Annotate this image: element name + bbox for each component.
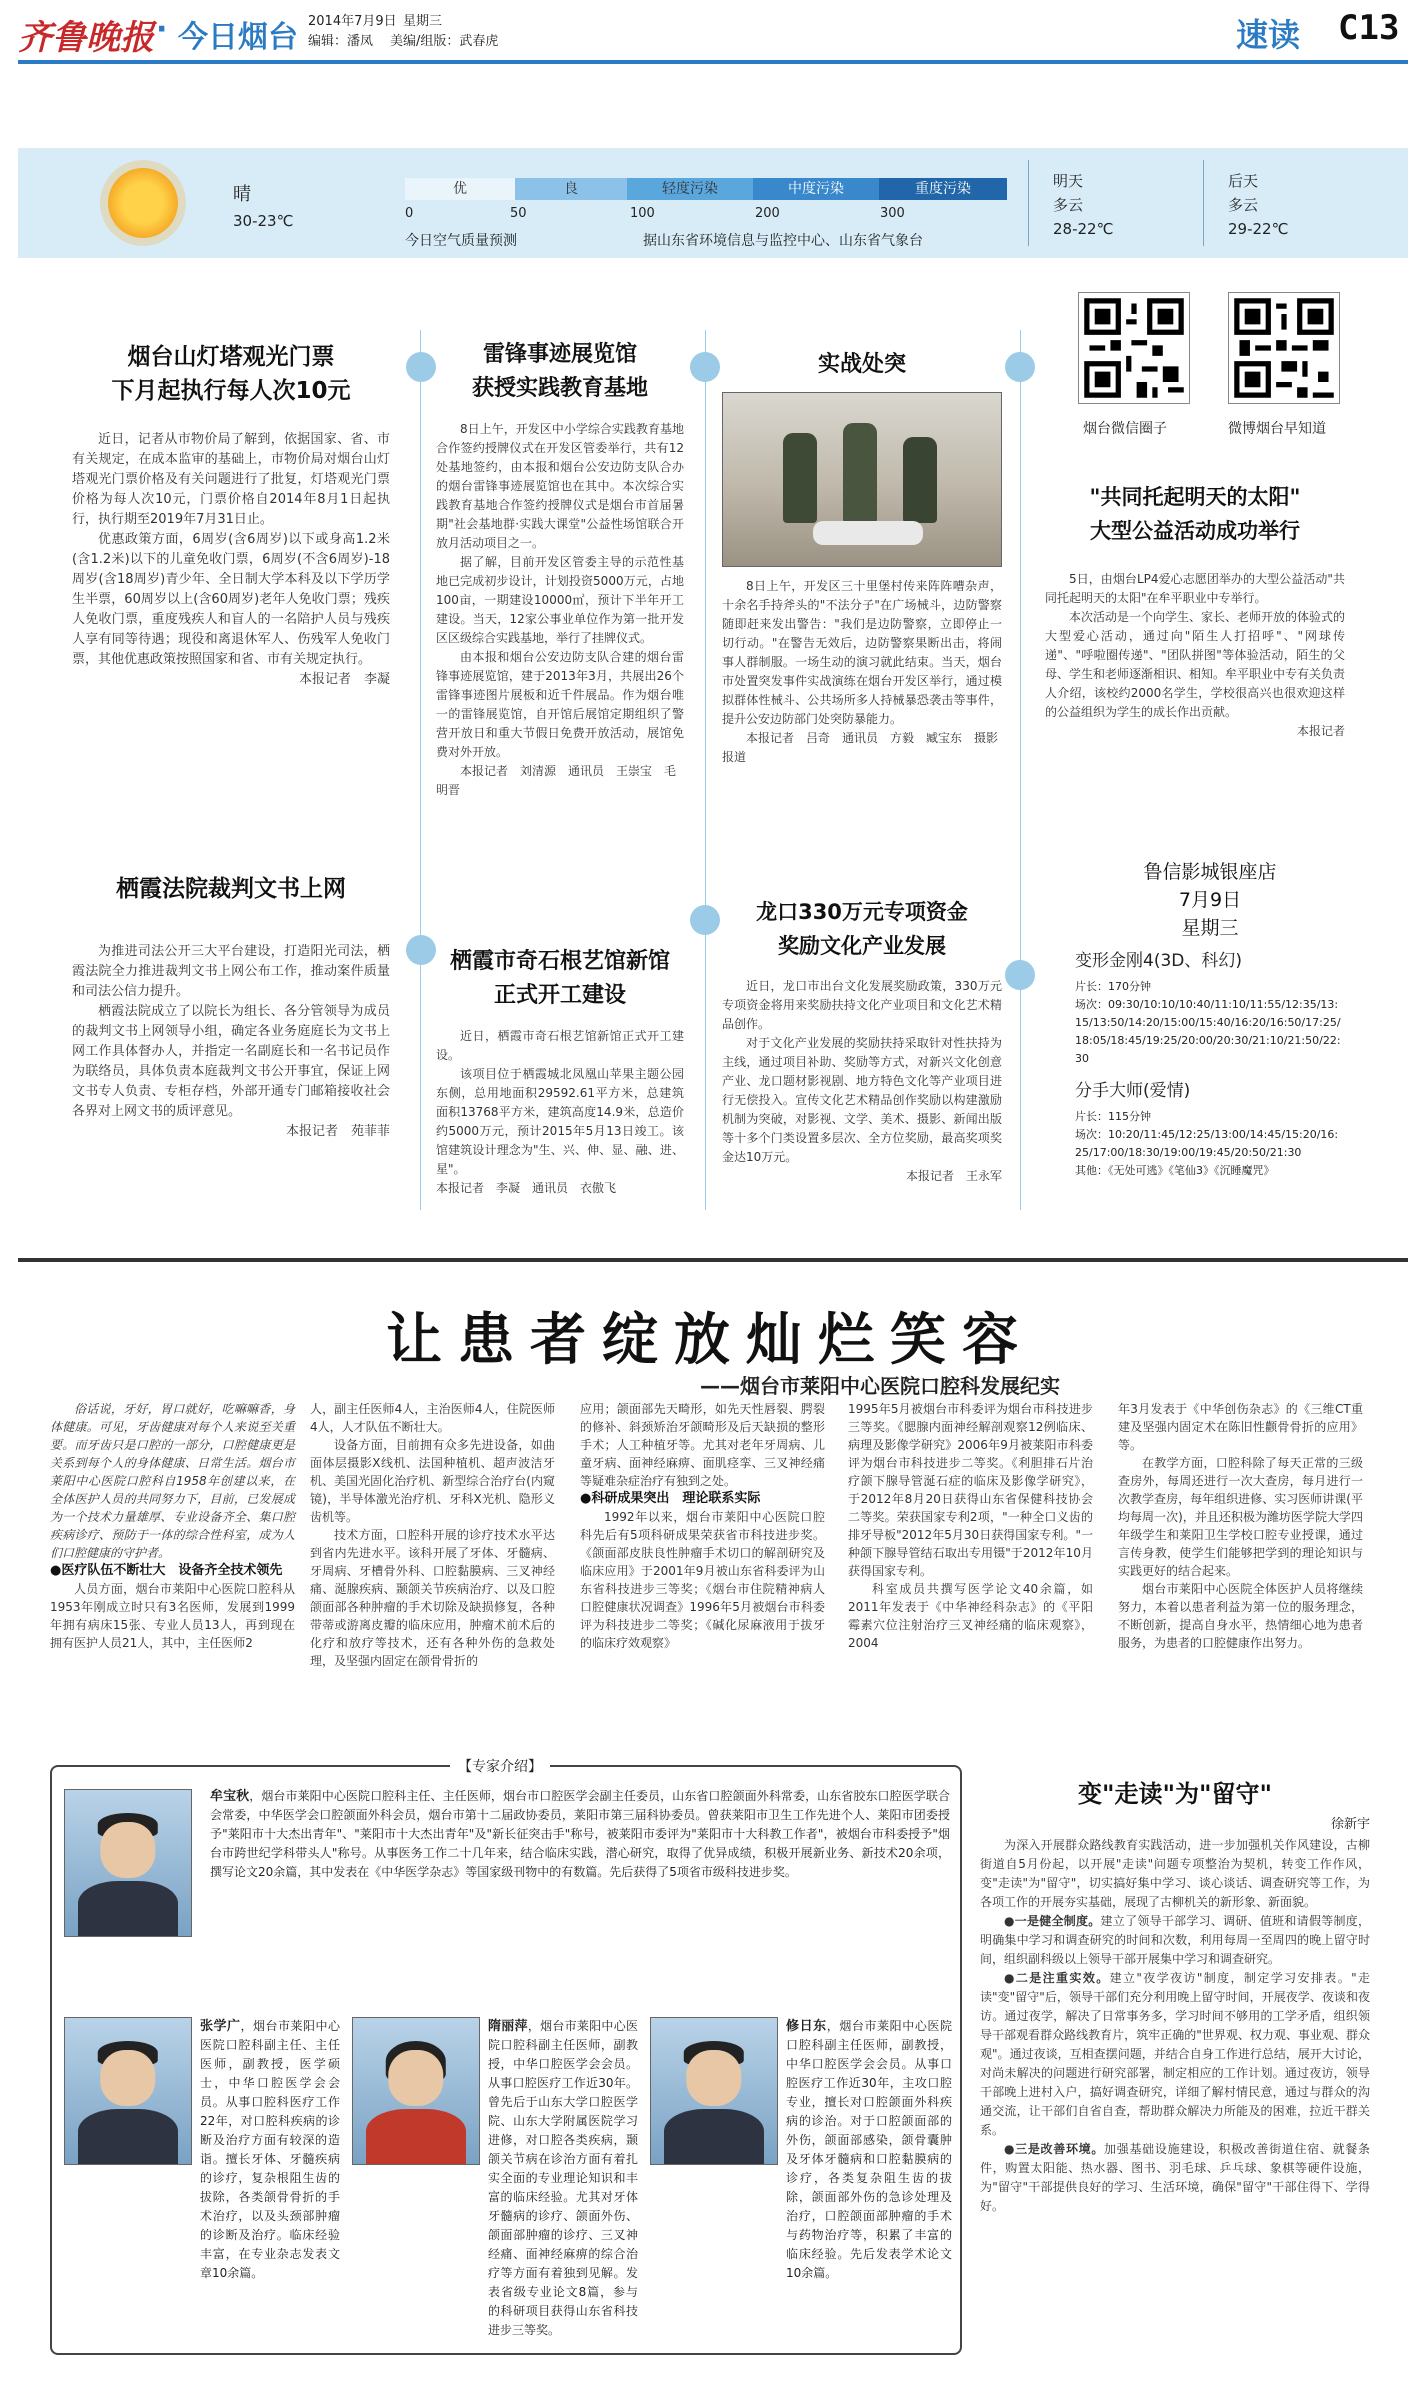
today-temp: 30-23℃: [233, 212, 294, 230]
aqi-source: 据山东省环境信息与监控中心、山东省气象台: [643, 233, 923, 249]
expert-name: 隋丽萍: [488, 2019, 528, 2034]
qr-code-weibo[interactable]: [1228, 292, 1340, 404]
author: 徐新宇: [1330, 1817, 1370, 1832]
expert-box: [50, 1759, 962, 2355]
body-paragraph: 1995年5月被烟台市科委评为烟台市科技进步三等奖。《腮腺内面神经解剖观察12例临床、病理及影像学研究》2006年9月被莱阳市科委评为烟台市科技进步二等奖。《利胆排石片治疗颌下腺导管涎石症的临床及影像学研究》，于2012年8月20日获得山东省保健科技协会二等奖。荣获国家专利2项，"一种全口义齿的排牙导板"2012年5月30日获得国家专利。"一种颌下腺导管结石取出专用镊"于2012年10月获得国家专利。: [848, 1402, 1093, 1578]
after-condition: 多云: [1228, 196, 1259, 214]
point-lead: ●三是改善环境。: [1004, 2142, 1105, 2156]
aqi-tick-100: 100: [630, 206, 655, 221]
aqi-good: 优: [405, 178, 515, 200]
column-rail: [1020, 330, 1021, 1210]
byline: 本报记者 王永军: [905, 1169, 1002, 1183]
feature-col-3: [580, 1400, 825, 1652]
body-paragraph: 技术方面，口腔科开展的诊疗技术水平达到省内先进水平。该科开展了牙体、牙髓病、牙周病、牙槽骨外科、口腔黏膜病、三叉神经痛、涎腺疾病、颞颌关节疾病治疗、以及口腔颌面部各种肿瘤的手术切除及缺损修复，各种带蒂或游离皮瓣的临床应用，肿瘤术前术后的化疗和放疗等技术，还有各种外伤的急救处理，及坚强内固定在颌骨骨折的: [310, 1528, 555, 1668]
article-leifeng: [436, 338, 684, 800]
body-paragraph: 对于文化产业发展的奖励扶持采取针对性扶持为主线，通过项目补助、奖励等方式，对新兴文化创意产业、龙口题材影视剧、地方特色文化等产业项目进行无偿投入。宣传文化艺术精品创作奖励以构建激励机制为突破，对影视、文学、美术、摄影、新闻出版等十多个门类设置多层次、全方位奖励，最高奖项奖金达10万元。: [722, 1036, 1002, 1164]
forecast-divider-2: [1203, 160, 1204, 246]
article-rockart: [436, 945, 684, 1198]
expert-bio-zhang: [200, 2017, 340, 2283]
aqi-label: 今日空气质量预测: [405, 233, 517, 249]
movie-title: 变形金刚4(3D、科幻): [1075, 951, 1242, 971]
movie-showtimes: 场次：10:20/11:45/12:25/13:00/14:45/15:20/16:25/17:00/18:30/19:00/19:45/20:50/21:30: [1075, 1128, 1339, 1159]
suit-shape: [366, 2109, 467, 2164]
body-paragraph: 应用；颌面部先天畸形，如先天性唇裂、腭裂的修补、斜颈矫治牙颌畸形及后天缺损的整形手术；人工种植牙等。尤其对老年牙周病、儿童牙病、面神经麻痹、面肌痉挛、三叉神经痛等疑难杂症治疗有独到之处。: [580, 1402, 825, 1488]
category: 速读: [1236, 16, 1301, 54]
headline: 变"走读"为"留守": [1077, 1780, 1272, 1808]
after-temp: 29-22℃: [1228, 220, 1289, 238]
expert-name: 牟宝秋: [210, 1789, 250, 1804]
subheading: ●医疗队伍不断壮大 设备齐全技术领先: [50, 1563, 283, 1578]
rail-dot: [690, 905, 720, 935]
article-drill: [722, 348, 1002, 767]
subheading: ●科研成果突出 理论联系实际: [580, 1491, 761, 1506]
cinema-name: 鲁信影城银座店: [1143, 861, 1277, 883]
article-charity: [1045, 480, 1345, 741]
expert-box-label: 【专家介绍】: [450, 1756, 550, 1776]
other-movies: 其他：《无处可逃》《笔仙3》《沉睡魔咒》: [1075, 1164, 1275, 1177]
body-paragraph: 据了解，目前开发区管委主导的示范性基地已完成初步设计，计划投资5000万元，占地100亩，一期建设10000㎡，预计下半年开工建设。当天，12家公事业单位作为第一批开发区区级综合实践基地，举行了挂牌仪式。: [436, 555, 684, 645]
expert-bio-sui: [488, 2017, 638, 2340]
face-shape: [388, 2050, 443, 2105]
rail-dot: [690, 352, 720, 382]
movie-title: 分手大师(爱情): [1075, 1081, 1191, 1101]
feature-col-2: [310, 1400, 555, 1670]
sun-icon: [108, 168, 178, 238]
headline-line2: 获授实践教育基地: [471, 376, 648, 401]
suit-shape: [664, 2109, 765, 2164]
expert-bio: ，烟台市莱阳中心医院口腔科主任、主任医师，烟台市口腔医学会副主任委员，山东省口腔颌面外科常委，山东省胶东口腔医学联合会常委，中华医学会口腔颌面外科会员，烟台市第十二届政协委员，莱阳市第三届科协委员。曾获莱阳市卫生工作先进个人、莱阳市团委授予"莱阳市十大杰出青年"、"莱阳市十大杰出青年"及"新长征突击手"称号，被莱阳市委评为"莱阳市十大科教工作者"，被烟台市科委授予"烟台市跨世纪学科带头人"称号。从事医务工作二十几年来，结合临床实践，潜心研究，取得了优异成绩，积极开展新业务、新技术20余项，撰写论文20余篇，其中发表在《中华医学杂志》等国家级刊物中的有数篇。先后获得了5项省市级科技进步奖。: [210, 1789, 950, 1879]
qr-caption-weibo: 微博烟台早知道: [1228, 421, 1326, 437]
movie-length: 片长：115分钟: [1075, 1110, 1151, 1123]
byline: 本报记者 李凝: [298, 672, 390, 687]
aqi-light: 轻度污染: [627, 178, 753, 200]
forecast-divider: [1028, 160, 1029, 246]
byline: 本报记者 吕奇 通讯员 方毅 臧宝东 摄影报道: [722, 731, 999, 764]
headline: 栖霞法院裁判文书上网: [116, 876, 346, 902]
body-paragraph: 在教学方面，口腔科除了每天正常的三级查房外，每周还进行一次大查房，每月进行一次教学查房，每年组织进修、实习医师讲课(平均每周一次)，并且还积极为潍坊医学院大学四年级学生和莱阳卫生学校口腔专业授课，通过言传身教，使学生们能够把学到的理论知识与实践更好的结合起来。: [1118, 1456, 1363, 1578]
headline-line2: 大型公益活动成功举行: [1090, 519, 1300, 543]
face-shape: [686, 2050, 741, 2105]
body-paragraph: [980, 2140, 1370, 2216]
drill-photo: [722, 392, 1002, 567]
expert-name: 张学广: [200, 2019, 241, 2034]
body-paragraph: 人员方面，烟台市莱阳中心医院口腔科从1953年刚成立时只有3名医师，发展到1999年拥有病床15张、专业人员13人，再到现在拥有医护人员21人，其中，主任医师2: [50, 1582, 295, 1650]
aqi-heavy: 重度污染: [879, 178, 1007, 200]
expert-photo-zhang: [64, 2017, 192, 2165]
weather-strip: [18, 148, 1408, 258]
expert-bio: ，烟台市莱阳中心医院口腔科副主任医师，副教授，中华口腔医学会会员。从事口腔医疗工作近30年。曾先后于山东大学口腔医学院、山东大学附属医院学习进修，对口腔各类疾病，颞颌关节病在诊治方面有着扎实全面的专业理论知识和丰富的临床经验。尤其对牙体牙髓病的诊疗、颌面外伤、颌面部肿瘤的诊疗、三叉神经痛、面神经麻痹的综合治疗等方面有着独到见解。发表省级专业论文8篇，参与的科研项目获得山东省科技进步三等奖。: [488, 2019, 638, 2337]
expert-bio-xiu: [786, 2017, 952, 2283]
article-court: [72, 872, 390, 1142]
point-lead: ●一是健全制度。: [1004, 1914, 1101, 1928]
expert-photo-sui: [352, 2017, 480, 2165]
suit-shape: [78, 2109, 179, 2164]
column-rail: [420, 330, 421, 1210]
body-paragraph: 5日，由烟台LP4爱心志愿团举办的大型公益活动"共同托起明天的太阳"在牟平职业中专举行。: [1045, 572, 1345, 605]
section-name: 今日烟台: [178, 20, 298, 55]
expert-bio: ，烟台市莱阳中心医院口腔科副主任、主任医师，副教授，医学硕士，中华口腔医学会会员。从事口腔科医疗工作22年，对口腔科疾病的诊断及治疗方面有较深的造诣。擅长牙体、牙髓疾病的诊疗，复杂根阻生齿的拔除，各类颌骨骨折的手术治疗，以及头颈部肿瘤的诊断及治疗。临床经验丰富，在专业杂志发表文章10余篇。: [200, 2019, 340, 2280]
body-paragraph: [980, 1912, 1370, 1969]
soldier-figure: [843, 423, 877, 523]
feature-col-5: [1118, 1400, 1363, 1652]
body-paragraph: 俗话说，牙好，胃口就好，吃嘛嘛香，身体健康。可见，牙齿健康对每个人来说至关重要。而牙齿只是口腔的一部分，口腔健康更是关系到每个人的身体健康、日常生活。烟台市莱阳中心医院口腔科自1958年创建以来，在全体医护人员的共同努力下，目前，已发展成为一个技术力量雄厚、专业设备齐全、集口腔疾病诊疗、预防于一体的综合性科室，成为人们口腔健康的守护者。: [50, 1402, 295, 1560]
point-lead: ●二是注重实效。: [1004, 1971, 1110, 1985]
qr-pattern: [1229, 293, 1339, 403]
editor: 编辑：潘凤: [308, 34, 374, 49]
aqi-medium: 中度污染: [753, 178, 879, 200]
face-shape: [100, 2050, 155, 2105]
expert-bio: ，烟台市莱阳中心医院口腔科副主任医师，副教授，中华口腔医学会会员。从事口腔医疗工作近30年，主攻口腔专业，擅长对口腔颌面外科疾病的诊治。对于口腔颌面部的外伤，颌面部感染，颌骨囊肿及牙体牙髓病和口腔黏膜病的诊疗，各类复杂阻生齿的拔除，颌面部外伤的急诊处理及治疗，口腔颌面部肿瘤的手术与药物治疗等，积累了丰富的临床经验。先后发表学术论文10余篇。: [786, 2019, 952, 2280]
feature-col-1: [50, 1400, 295, 1652]
paper-logo: 齐鲁晚报: [18, 18, 154, 58]
aqi-tick-200: 200: [755, 206, 780, 221]
body-paragraph: 为推进司法公开三大平台建设，打造阳光司法，栖霞法院全力推进裁判文书上网公布工作，推动案件质量和司法公信力提升。: [72, 944, 390, 999]
body-paragraph: 该项目位于栖霞城北凤凰山苹果主题公园东侧，总用地面积29592.61平方米，总建筑面积13768平方米，建筑高度14.9米，总造价约5000万元，预计2015年5月13日竣工。该馆建筑设计理念为"生、兴、伸、显、融、进、星"。: [436, 1067, 684, 1176]
body-paragraph: 本次活动是一个向学生、家长、老师开放的体验式的大型爱心活动，通过向"陌生人打招呼"、"网球传递"、"呼啦圈传递"、"团队拼图"等体验活动，陌生的父母、学生和老师逐渐相识、相知。牟平职业中专有关负责人介绍，该校约2000名学生，学校很高兴也很欢迎这样的公益组织为学生的成长作出贡献。: [1045, 610, 1346, 719]
feature-title: 让患者绽放灿烂笑容: [386, 1307, 1034, 1373]
aqi-tick-50: 50: [510, 206, 527, 221]
aqi-tick-300: 300: [880, 206, 905, 221]
design-credit: 美编/组版：武春虎: [390, 34, 499, 49]
body-paragraph: 年3月发表于《中华创伤杂志》的《三维CT重建及坚强内固定术在陈旧性颧骨骨折的应用》等。: [1118, 1402, 1363, 1452]
header-rule: [18, 60, 1408, 64]
rail-dot: [1005, 960, 1035, 990]
header-dot: ·: [156, 12, 168, 47]
section-rule: [18, 1258, 1408, 1262]
movie-showtimes: 场次：09:30/10:10/10:40/11:10/11:55/12:35/13:15/13:50/14:20/15:00/15:40/16:20/16:50/17:25/18:05/18:45/19:25/20:00/20:30/21:10/21:50/22:30: [1075, 998, 1341, 1065]
rail-dot: [1005, 352, 1035, 382]
headline-line2: 奖励文化产业发展: [778, 934, 946, 958]
cinema-weekday: 星期三: [1181, 917, 1239, 939]
today-condition: 晴: [233, 184, 251, 205]
headline-line1: 龙口330万元专项资金: [756, 900, 968, 924]
body-paragraph: 近日，栖霞市奇石根艺馆新馆正式开工建设。: [436, 1029, 684, 1062]
article-resident: [980, 1775, 1370, 2216]
soldier-figure: [903, 437, 937, 523]
body-paragraph: 近日，龙口市出台文化发展奖励政策，330万元专项资金将用来奖励扶持文化产业项目和文化艺术精品创作。: [722, 979, 1002, 1031]
expert-photo-mou: [64, 1789, 192, 1937]
movie-length: 片长：170分钟: [1075, 980, 1151, 993]
byline: 本报记者 苑菲菲: [285, 1124, 390, 1139]
body-paragraph: 栖霞法院成立了以院长为组长、各分管领导为成员的裁判文书上网领导小组，确定各业务庭庭长为文书上网工作具体督办人，并指定一名副庭长和一名书记员作为联络员，具体负责本庭裁判文书公开事宜，保证上网文书专人负责、专柜存档，外部开通专门邮箱接收社会各界对上网文书的质评意见。: [72, 1004, 390, 1119]
date: 2014年7月9日: [308, 14, 397, 29]
headline-line1: 栖霞市奇石根艺馆新馆: [449, 949, 670, 974]
qr-caption-wechat: 烟台微信圈子: [1083, 421, 1167, 437]
page-number: C13: [1338, 8, 1400, 48]
rail-dot: [406, 352, 436, 382]
body-paragraph: 近日，记者从市物价局了解到，依据国家、省、市有关规定，在成本监审的基础上，市物价局对烟台山灯塔观光门票价格及有关问题进行了批复，灯塔观光门票价格为每人次10元，门票价格自2014年8月1日起执行，执行期至2019年7月31日止。: [72, 432, 390, 527]
expert-photo-xiu: [650, 2017, 778, 2165]
body-paragraph: 人，副主任医师4人，主治医师4人，住院医师4人，人才队伍不断壮大。: [310, 1402, 555, 1434]
byline: 本报记者: [1296, 724, 1345, 738]
masthead: [18, 8, 1408, 58]
body-paragraph: 科室成员共撰写医学论文40余篇，如2011年发表于《中华神经科杂志》的《平阳霉素穴位注射治疗三叉神经痛的临床观察》，2004: [848, 1582, 1093, 1650]
point-text: 加强基础设施建设，积极改善街道住宿、就餐条件，购置太阳能、热水器、图书、羽毛球、乒乓球、象棋等硬件设施，为"留守"干部提供良好的学习、生活环境，确保"留守"干部住得下、学得好。: [980, 2142, 1370, 2213]
qr-pattern: [1079, 293, 1189, 403]
expert-bio-mou: [210, 1787, 950, 1882]
tomorrow-day: 明天: [1053, 172, 1084, 190]
tomorrow-condition: 多云: [1053, 196, 1084, 214]
after-day: 后天: [1228, 172, 1259, 190]
aqi-moderate: 良: [515, 178, 627, 200]
headline: 实战处突: [817, 352, 906, 377]
qr-code-wechat[interactable]: [1078, 292, 1190, 404]
subdued-figure: [813, 521, 923, 545]
article-lighthouse: [72, 340, 390, 690]
body-paragraph: 设备方面，目前拥有众多先进设备，如曲面体层摄影X线机、法国种植机、超声波洁牙机、美国光固化治疗机、新型综合治疗台(内窥镜)，半导体激光治疗机、牙科X光机、隐形义齿机等。: [310, 1438, 555, 1524]
article-longkou: [722, 895, 1002, 1186]
weekday: 星期三: [403, 14, 443, 29]
headline-line1: 烟台山灯塔观光门票: [127, 344, 335, 370]
headline-line2: 下月起执行每人次10元: [111, 378, 351, 404]
body-paragraph: [980, 1969, 1370, 2140]
rail-dot: [406, 935, 436, 965]
point-text: 建立了领导干部学习、调研、值班和请假等制度，明确集中学习和调查研究的时间和次数，利用每周一至周四的晚上留守时间，组织副科级以上领导干部开展集中学习和调查研究。: [980, 1914, 1370, 1966]
cinema-date: 7月9日: [1178, 889, 1242, 911]
body-paragraph: 8日上午，开发区三十里堡村传来阵阵嘈杂声，十余名手持斧头的"不法分子"在广场械斗，边防警察随即赶来发出警告："我们是边防警察，立即停止一切行动。"在警告无效后，边防警察果断出击，将闹事人群制服。一场生动的演习就此结束。当天，烟台市处置突发事件实战演练在烟台开发区举行，通过模拟群体性械斗、公共场所多人持械暴恐袭击等事件，提升公安边防部门处突防暴能力。: [722, 579, 1002, 726]
body-paragraph: 8日上午，开发区中小学综合实践教育基地合作签约授牌仪式在开发区管委举行，共有12处基地签约，由本报和烟台公安边防支队合办的烟台雷锋事迹展览馆也在其中。本次综合实践教育基地合作签约授牌仪式是烟台市首届暑期"社会基地群·实践大课堂"公益性场馆联合开放月活动项目之一。: [436, 422, 684, 550]
body-paragraph: 烟台市莱阳中心医院全体医护人员将继续努力，本着以患者利益为第一位的服务理念，不断创新，提高自身水平，热情细心地为患者服务，为患者的口腔健康作出努力。: [1118, 1582, 1363, 1650]
column-rail: [705, 330, 706, 1210]
headline-line1: 雷锋事迹展览馆: [482, 342, 637, 367]
body-paragraph: 为深入开展群众路线教育实践活动，进一步加强机关作风建设，古柳街道自5月份起，以开展"走读"问题专项整治为契机，转变工作作风，变"走读"为"留守"，切实搞好集中学习、谈心谈话、调查研究等工作，为各项工作的开展夯实基础，展现了古柳机关的新形象、新面貌。: [980, 1838, 1370, 1909]
suit-shape: [78, 1881, 179, 1936]
body-paragraph: 优惠政策方面，6周岁(含6周岁)以下或身高1.2米(含1.2米)以下的儿童免收门票，6周岁(不含6周岁)-18周岁(含18周岁)青少年、全日制大学本科及以下学历学生半票，60周岁以上(含60周岁)老年人免收门票；残疾人免收门票，重度残疾人和盲人的一名陪护人员与残疾人享有同等待遇；现役和离退休军人、伤残军人免收门票，其他优惠政策按照国家和省、市有关规定执行。: [72, 532, 390, 667]
body-paragraph: 1992年以来，烟台市莱阳中心医院口腔科先后有5项科研成果荣获省市科技进步奖。《颌面部皮肤良性肿瘤手术切口的解剖研究及临床应用》于2001年9月被山东省科委评为山东省科技进步三等奖；《烟台市住院精神病人口腔健康状况调查》1996年5月被烟台市科委评为科技进步二等奖；《碱化尿麻液用于拔牙的临床疗效观察》: [580, 1510, 825, 1650]
soldier-figure: [783, 433, 817, 523]
byline: 本报记者 刘清源 通讯员 王崇宝 毛明晋: [436, 764, 677, 797]
body-paragraph: 由本报和烟台公安边防支队合建的烟台雷锋事迹展览馆，建于2013年3月，共展出26个雷锋事迹图片展板和近千件展品。作为烟台唯一的雷锋展览馆，自开馆后展馆定期组织了警营开放日和重大节假日免费开放活动，展馆免费对外开放。: [436, 650, 684, 759]
headline-line1: "共同托起明天的太阳": [1089, 485, 1301, 509]
cinema-listing: [1075, 858, 1345, 1180]
byline: 本报记者 李凝 通讯员 衣傲飞: [436, 1181, 617, 1195]
feature-subtitle: ——烟台市莱阳中心医院口腔科发展纪实: [700, 1374, 1060, 1398]
aqi-bar: [405, 178, 1007, 200]
expert-name: 修日东: [786, 2019, 827, 2034]
aqi-tick-0: 0: [405, 206, 414, 221]
headline-line2: 正式开工建设: [493, 983, 626, 1008]
face-shape: [100, 1822, 155, 1877]
feature-col-4: [848, 1400, 1093, 1652]
tomorrow-temp: 28-22℃: [1053, 220, 1114, 238]
point-text: 建立"夜学夜访"制度，制定学习安排表。"走读"变"留守"后，领导干部们充分利用晚上留守时间，开展夜学、夜谈和夜访。通过夜学，解决了日常事务多，学习时间不够用的工学矛盾，组织领导干部观看群众路线教育片，筑牢正确的"世界观、权力观、事业观、群众观"。通过夜谈，互相查摆问题，并结合自身工作进行总结，展开大讨论，对尚未解决的问题进行研究部署，制定相应的工作计划。通过夜访，领导干部晚上进村入户，搞好调查研究，详细了解村情民意，通过与群众的沟通交流，让干部们自省自查，帮助群众解决力所能及的困难，拉近干群关系。: [980, 1971, 1370, 2137]
